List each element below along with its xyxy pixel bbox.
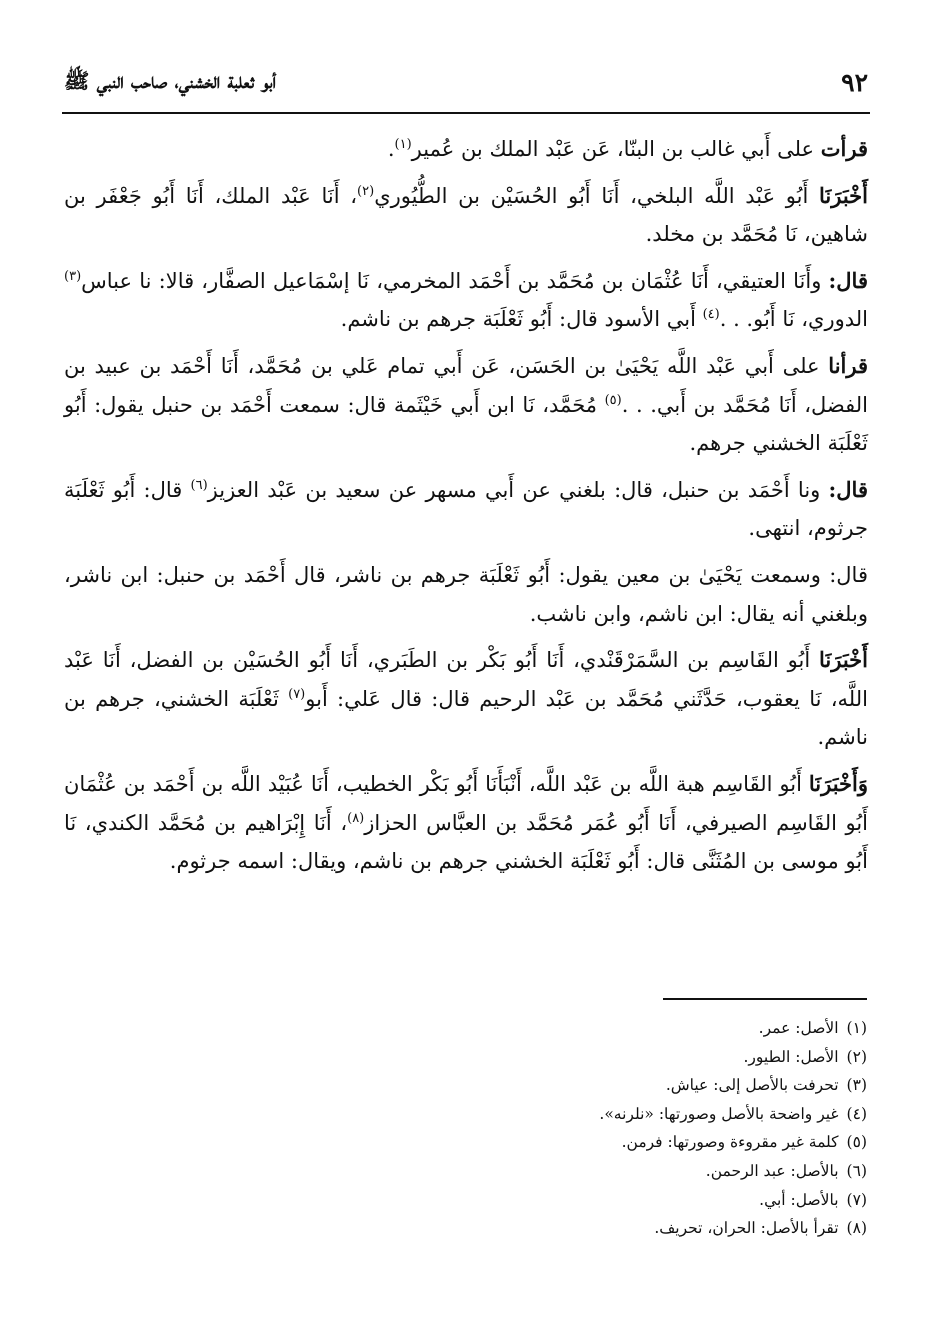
paragraph-keyword: قرأت: [820, 136, 868, 161]
footnote-number: (٢): [846, 1047, 867, 1066]
footnote-ref[interactable]: (٧): [288, 686, 306, 702]
footnote-text: بالأصل: عبد الرحمن.: [705, 1161, 839, 1180]
paragraph-text: .: [387, 137, 395, 161]
paragraph-keyword: قال:: [828, 476, 868, 502]
footnote-text: تحرفت بالأصل إلى: عياش.: [665, 1076, 839, 1095]
footnotes-list: [367, 1014, 867, 1243]
paragraph-1: [64, 130, 868, 169]
footnote-item: [367, 1043, 867, 1072]
paragraph-text: مُحَمَّد، نَا ابن أَبي خَيْثَمة قال: سمعت أَحْمَد بن حنبل يقول: أَبُو ثَعْلَبَة الخشني جرهم.: [64, 392, 868, 456]
paragraph-keyword: أَخْبَرَنَا: [819, 647, 868, 673]
paragraph-text: على أَبي عَبْد اللَّه يَحْيَىٰ بن الحَسَن، عَن أَبي تمام عَلي بن مُحَمَّد، أَنَا أَحْمَد بن عبيد بن الفضل، أَنَا مُحَمَّد بن أَبي. . .: [64, 353, 868, 417]
paragraph-text: قال: أَبُو ثَعْلَبَة جرثوم، انتهى.: [64, 477, 868, 541]
footnote-text: الأصل: عمر.: [758, 1019, 839, 1037]
footnote-text: كلمة غير مقروءة وصورتها: فرمن.: [621, 1133, 839, 1152]
footnote-number: (٦): [846, 1161, 867, 1180]
footnote-ref[interactable]: (٨): [347, 810, 365, 826]
footnote-text: بالأصل: أبي.: [759, 1190, 839, 1209]
paragraph-keyword: أَخْبَرَنَا: [819, 182, 868, 208]
page-number: ٩٢: [841, 68, 868, 97]
paragraph-7: [64, 641, 868, 757]
footnote-item: [367, 1014, 867, 1043]
running-title: أبو ثعلبة الخشني، صاحب النبي ﷺ: [64, 68, 276, 93]
footnote-ref[interactable]: (٣): [64, 268, 82, 284]
footnote-number: (٥): [846, 1133, 867, 1152]
footnote-ref[interactable]: (١): [394, 137, 412, 152]
footnote-text: غير واضحة بالأصل وصورتها: «نلرنه».: [599, 1104, 839, 1123]
paragraph-text: وأَنَا العتيقي، أَنَا عُثْمَان بن مُحَمَّد بن أَحْمَد المخرمي، نَا إسْمَاعيل الصفَّار، قالا: نا عباس: [81, 268, 829, 293]
paragraph-4: [64, 347, 868, 463]
page-header: [62, 62, 870, 114]
footnote-item: [367, 1214, 867, 1243]
footnote-number: (٣): [846, 1076, 867, 1095]
paragraph-text: ونا أَحْمَد بن حنبل، قال: بلغني عن أَبي مسهر عن سعيد بن عَبْد العزيز: [207, 477, 829, 502]
paragraph-text: أَبُو عَبْد اللَّه البلخي، أَنَا أَبُو الحُسَيْن بن الطُّيُوري: [374, 183, 819, 208]
paragraph-text: أَبُو القَاسِم بن السَّمَرْقَنْدي، أَنَا أَبُو بَكْر بن الطَبَري، أَنَا أَبُو الحُسَيْن بن الفضل، أَنَا عَبْد اللَّه، نَا يعقوب، حَدَّثَني مُحَمَّد بن عَبْد الرحيم قال: قال عَلي: أَبو: [64, 648, 868, 711]
paragraph-3: [64, 262, 868, 339]
footnote-number: (٤): [846, 1104, 867, 1123]
footnote-ref[interactable]: (٤): [702, 307, 720, 323]
footnote-item: [367, 1100, 867, 1129]
paragraph-2: [64, 177, 868, 254]
paragraph-5: [64, 471, 868, 548]
paragraph-text: أَبي الأسود قال: أَبُو ثَعْلَبَة جرهم بن ناشم.: [340, 307, 703, 332]
footnote-item: [367, 1128, 867, 1157]
footnote-ref[interactable]: (٦): [190, 477, 208, 493]
footnote-text: الأصل: الطيور.: [743, 1047, 839, 1066]
paragraph-text: الدوري، نَا أَبُو. . .: [719, 307, 868, 332]
paragraph-8: [64, 765, 868, 881]
footnote-number: (٨): [846, 1219, 867, 1238]
footnote-ref[interactable]: (٥): [604, 392, 622, 408]
footnote-item: [367, 1186, 867, 1215]
paragraph-keyword: وَأَخْبَرَنَا: [808, 770, 868, 796]
paragraph-text: أَبُو القَاسِم هبة اللَّه بن عَبْد اللَّه، أَنْبَأَنَا أَبُو بَكْر الخطيب، أَنَا عُبَيْد اللَّه بن أَحْمَد بن عُثْمَان أَبُو القَاسِم الصيرفي، أَنَا أَبُو عُمَر مُحَمَّد بن العبَّاس الحزاز: [64, 771, 869, 835]
footnote-text: تقرأ بالأصل: الحران، تحريف.: [654, 1219, 839, 1238]
paragraph-text: على أَبي غالب بن البنّا، عَن عَبْد الملك بن عُمير: [411, 137, 821, 161]
footnote-divider: [663, 998, 867, 1000]
main-text: [64, 130, 868, 889]
footnote-number: (١): [846, 1019, 867, 1037]
paragraph-keyword: قرأنا: [828, 352, 868, 378]
footnote-item: [367, 1157, 867, 1186]
footnote-number: (٧): [846, 1190, 867, 1209]
footnote-item: [367, 1071, 867, 1100]
paragraph-keyword: قال:: [828, 267, 868, 293]
paragraph-text: ، أَنَا عَبْد الملك، أَنَا أَبُو جَعْفَر بن شاهين، نَا مُحَمَّد بن مخلد.: [64, 183, 868, 247]
paragraph-text: ، أَنَا إِبْرَاهيم بن مُحَمَّد الكندي، نَا أَبُو موسى بن المُثَنَّى قال: أَبُو ثَعْلَبَة الخشني جرهم بن ناشم، ويقال: اسمه جرثوم.: [64, 810, 868, 874]
footnote-ref[interactable]: (٢): [357, 183, 375, 199]
paragraph-6: [64, 556, 868, 633]
paragraph-text: قال: وسمعت يَحْيَىٰ بن معين يقول: أَبُو ثَعْلَبَة جرهم بن ناشر، قال أَحْمَد بن حنبل: ابن ناشر، وبلغني أنه يقال: ابن ناشم، وابن ناشب.: [64, 562, 868, 626]
paragraph-text: ثَعْلَبَة الخشني، جرهم بن ناشم.: [64, 686, 868, 750]
